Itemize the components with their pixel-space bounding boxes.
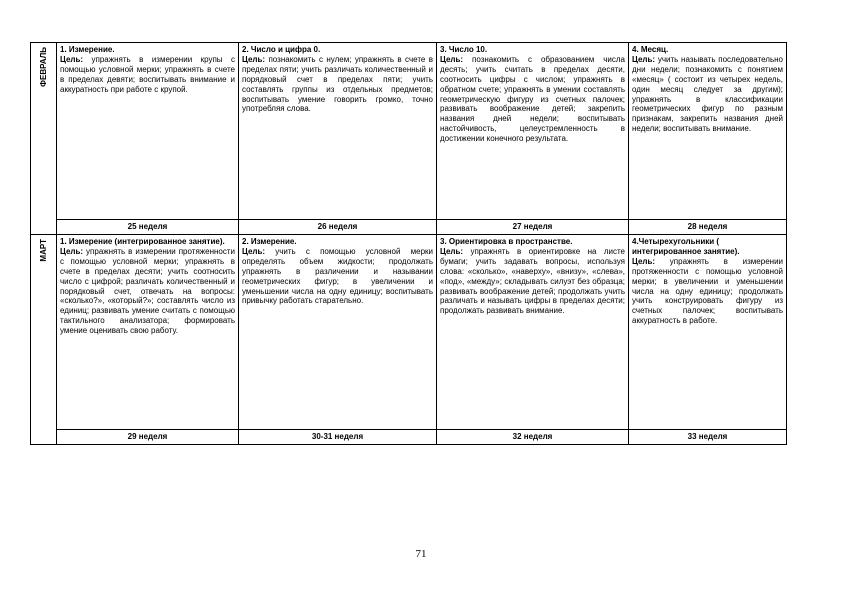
goal-text: упражнять в измерении крупы с помощью условной мерки; упражнять в счете в пределах девяти; воспитывать внимание и аккуратность при работе с крупой. (60, 54, 235, 94)
lesson-text (60, 55, 235, 95)
week-cell: 28 неделя (629, 220, 787, 235)
week-cell: 32 неделя (437, 430, 629, 445)
goal-label: Цель: (440, 246, 464, 256)
lesson-title: 2. Измерение. (242, 237, 297, 246)
month-label: ФЕВРАЛЬ (38, 47, 48, 87)
page-number: 71 (415, 548, 427, 560)
week-cell: 29 неделя (57, 430, 239, 445)
lesson-cell (437, 235, 629, 430)
lesson-plan-table (30, 42, 787, 445)
week-cell: 33 неделя (629, 430, 787, 445)
goal-text: познакомить с образованием числа десять; учить считать в пределах десяти, соотносить цифры с числом; упражнять в обратном счете; упражнять в умении составлять геометрическую фигуру из счетных палочек; развивать воображение детей; закрепить названия дней недели; воспитывать настойчивость, целеустремленность в достижении конечного результата. (440, 54, 625, 144)
month-cell (31, 235, 57, 445)
lesson-text (242, 55, 433, 114)
lesson-title: 1. Измерение. (60, 45, 115, 54)
goal-text: учить с помощью условной мерки определять объем жидкости; продолжать упражнять в различении и назывании геометрических фигур; в увеличении и уменьшении числа на одну единицу; воспитывать привычку работать старательно. (242, 246, 433, 306)
goal-text: учить называть последовательно дни недели; познакомить с понятием «месяц» ( состоит из четырех недель, один месяц следует за другим); упражнять в классификации геометрических фигур по разным признакам, закрепить названия дней недели; воспитывать внимание. (632, 54, 783, 134)
lesson-cell (629, 43, 787, 220)
lesson-title: 3. Ориентировка в пространстве. (440, 237, 573, 246)
lesson-title: 2. Число и цифра 0. (242, 45, 321, 54)
goal-text: познакомить с нулем; упражнять в счете в пределах пяти; учить различать количественный и порядковый счет в пределах пяти; учить составлять группы из отдельных предметов; воспитывать умение говорить громко, точно употребляя слова. (242, 54, 433, 114)
week-row (31, 430, 787, 445)
week-row (31, 220, 787, 235)
goal-label: Цель: (60, 54, 84, 64)
lesson-text (60, 247, 235, 336)
lesson-cell (239, 235, 437, 430)
lesson-cell (629, 235, 787, 430)
goal-label: Цель: (632, 54, 656, 64)
month-cell (31, 43, 57, 235)
goal-label: Цель: (440, 54, 464, 64)
goal-label: Цель: (632, 256, 656, 266)
lesson-title: 4.Четырехугольники ( интегрированное занятие). (632, 237, 740, 256)
lesson-cell (57, 43, 239, 220)
month-label: МАРТ (38, 239, 48, 262)
lesson-text (440, 55, 625, 144)
lesson-text (632, 257, 783, 326)
goal-label: Цель: (242, 54, 266, 64)
goal-label: Цель: (242, 246, 266, 256)
week-cell: 25 неделя (57, 220, 239, 235)
table-row (31, 43, 787, 220)
table-row (31, 235, 787, 430)
lesson-title: 1. Измерение (интегрированное занятие). (60, 237, 225, 246)
lesson-title: 3. Число 10. (440, 45, 488, 54)
week-cell: 26 неделя (239, 220, 437, 235)
goal-text: упражнять в измерении протяженности с помощью условной мерки; упражнять в счете в пределах десяти; учить соотносить число с цифрой; различать количественный и порядковый счет, отвечать на вопросы: «сколько?», «который?»; составлять число из единиц; развивать умение считать с помощью тактильного анализатора; формировать умение оценивать свою работу. (60, 246, 235, 336)
lesson-cell (239, 43, 437, 220)
week-cell: 30-31 неделя (239, 430, 437, 445)
lesson-text (440, 247, 625, 316)
goal-label: Цель: (60, 246, 84, 256)
goal-text: упражнять в измерении протяженности с помощью условной мерки; в увеличении и уменьшении числа на одну единицу; продолжать учить конструировать фигуру из счетных палочек; воспитывать аккуратность в работе. (632, 256, 783, 326)
week-cell: 27 неделя (437, 220, 629, 235)
lesson-title: 4. Месяц. (632, 45, 669, 54)
lesson-text (632, 55, 783, 134)
lesson-cell (437, 43, 629, 220)
lesson-cell (57, 235, 239, 430)
goal-text: упражнять в ориентировке на листе бумаги; учить задавать вопросы, используя слова: «сколько», «наверху», «внизу», «слева», «под», «между»; складывать силуэт без образца; развивать воображение детей; продолжать учить различать и называть цифры в пределах десяти; продолжать развивать внимание. (440, 246, 625, 316)
lesson-text (242, 247, 433, 306)
